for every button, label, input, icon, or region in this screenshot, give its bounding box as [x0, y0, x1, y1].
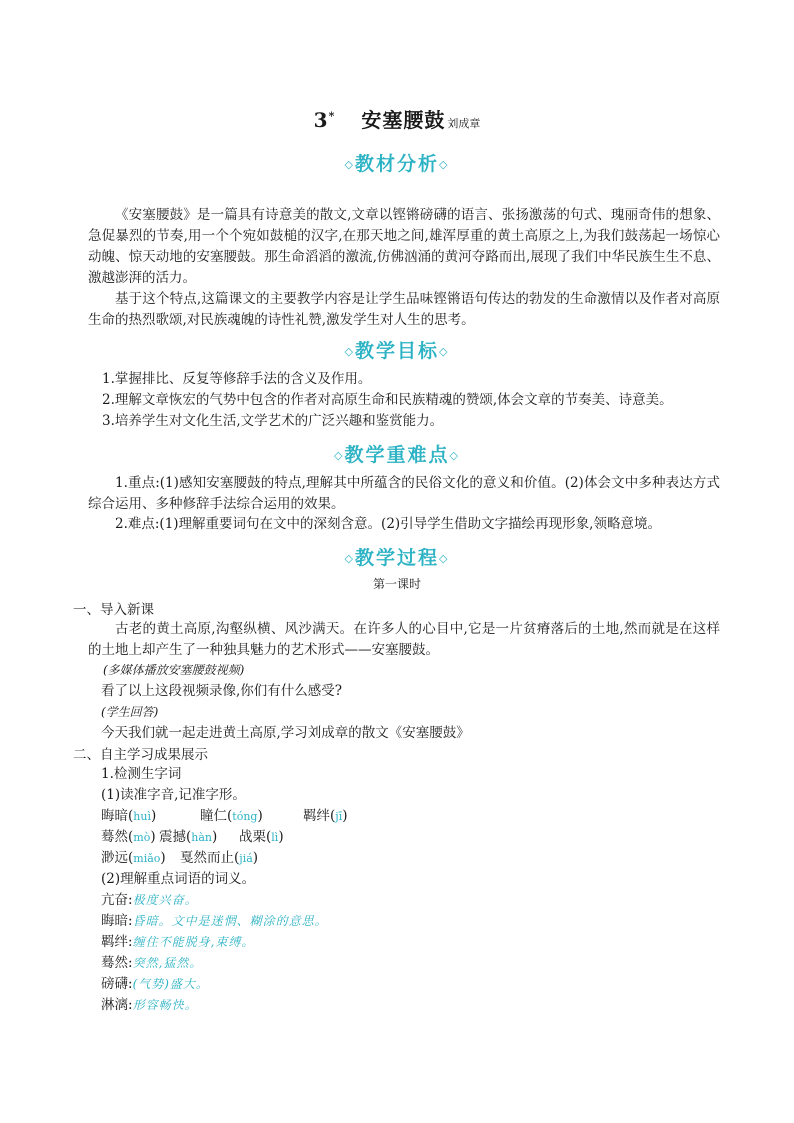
- lesson-number: 3*: [313, 108, 336, 132]
- diamond-icon: ◇: [439, 345, 450, 358]
- vocab-word: 戛然而止(jiá): [180, 850, 259, 866]
- subheading-pronunciation: (1)读准字音,记准字形。: [101, 787, 246, 803]
- subheading-vocab-check: 1.检测生字词: [101, 766, 182, 782]
- question-text: 看了以上这段视频录像,你们有什么感受?: [101, 683, 343, 699]
- section-heading-keypoints: ◇教学重难点◇: [334, 444, 460, 466]
- definition-item: 亢奋:极度兴奋。: [101, 892, 198, 908]
- vocab-word: 震撼(hàn): [159, 829, 218, 845]
- goal-item: 2.理解文章恢宏的气势中包含的作者对高原生命和民族精魂的赞颂,体会文章的节奏美、诗意美。: [102, 392, 673, 408]
- diamond-icon: ◇: [344, 345, 355, 358]
- student-answer-note: (学生回答): [101, 705, 159, 719]
- subheading-meanings: (2)理解重点词语的词义。: [101, 871, 256, 887]
- section-heading-process: ◇教学过程◇: [344, 547, 450, 569]
- goal-item: 1.掌握排比、反复等修辞手法的含义及作用。: [102, 371, 372, 387]
- diamond-icon: ◇: [344, 158, 355, 171]
- lesson-title-text: 安塞腰鼓: [361, 108, 446, 132]
- diamond-icon: ◇: [439, 158, 450, 171]
- definition-item: 磅礴:(气势)盛大。: [101, 976, 209, 992]
- vocab-word: 瞳仁(tóng): [200, 808, 263, 824]
- section-heading-analysis: ◇教材分析◇: [344, 153, 450, 175]
- keypoint-item: 1.重点:(1)感知安塞腰鼓的特点,理解其中所蕴含的民俗文化的意义和价值。(2)体会文中多种表达方式综合运用、多种修辞手法综合运用的效果。: [88, 475, 720, 512]
- part1-heading: 一、导入新课: [73, 602, 154, 618]
- vocab-word: 晦暗(huì): [101, 808, 157, 824]
- diamond-icon: ◇: [334, 449, 345, 462]
- diamond-icon: ◇: [439, 552, 450, 565]
- part2-heading: 二、自主学习成果展示: [73, 747, 208, 763]
- definition-item: 晦暗:昏暗。文中是迷惘、糊涂的意思。: [101, 913, 328, 929]
- section-heading-goals: ◇教学目标◇: [344, 340, 450, 362]
- definition-item: 蓦然:突然,猛然。: [101, 955, 203, 971]
- vocab-word: 蓦然(mò): [101, 829, 156, 845]
- intro-paragraph: 古老的黄土高原,沟壑纵横、风沙满天。在许多人的心目中,它是一片贫瘠落后的土地,然而就是在这样的土地上却产生了一种独具魅力的艺术形式——安塞腰鼓。: [88, 621, 720, 658]
- vocab-word: 战栗(lì): [239, 829, 284, 845]
- goal-item: 3.培养学生对文化生活,文学艺术的广泛兴趣和鉴赏能力。: [102, 413, 444, 429]
- lesson-period: 第一课时: [372, 577, 421, 591]
- multimedia-note: (多媒体播放安塞腰鼓视频): [103, 663, 245, 677]
- author: 刘成章: [447, 117, 481, 130]
- definition-item: 淋漓:形容畅快。: [101, 997, 198, 1013]
- analysis-paragraph-1: 《安塞腰鼓》是一篇具有诗意美的散文,文章以铿锵磅礴的语言、张扬激荡的句式、瑰丽奇伟的想象、急促暴烈的节奏,用一个个宛如鼓槌的汉字,在那天地之间,雄浑厚重的黄土高原之上,为我们鼓荡起一场惊心动魄、惊天动地的安塞腰鼓。那生命滔滔的激流,仿佛汹涌的黄河夺路而出,展现了我们中华民族生生不息、激越澎湃的活力。: [88, 207, 720, 286]
- diamond-icon: ◇: [344, 552, 355, 565]
- vocab-word: 渺远(miǎo): [101, 850, 166, 866]
- lesson-title: [0, 104, 794, 133]
- diamond-icon: ◇: [449, 449, 460, 462]
- keypoint-item: 2.难点:(1)理解重要词句在文中的深刻含意。(2)引导学生借助文字描绘再现形象,领略意境。: [115, 516, 661, 532]
- intro-closing: 今天我们就一起走进黄土高原,学习刘成章的散文《安塞腰鼓》: [101, 725, 470, 741]
- definition-item: 羁绊:缠住不能脱身,束缚。: [101, 934, 255, 950]
- vocab-word: 羁绊(jī): [303, 808, 348, 824]
- analysis-paragraph-2: 基于这个特点,这篇课文的主要教学内容是让学生品味铿锵语句传达的勃发的生命激情以及作者对高原生命的热烈歌颂,对民族魂魄的诗性礼赞,激发学生对人生的思考。: [88, 291, 720, 328]
